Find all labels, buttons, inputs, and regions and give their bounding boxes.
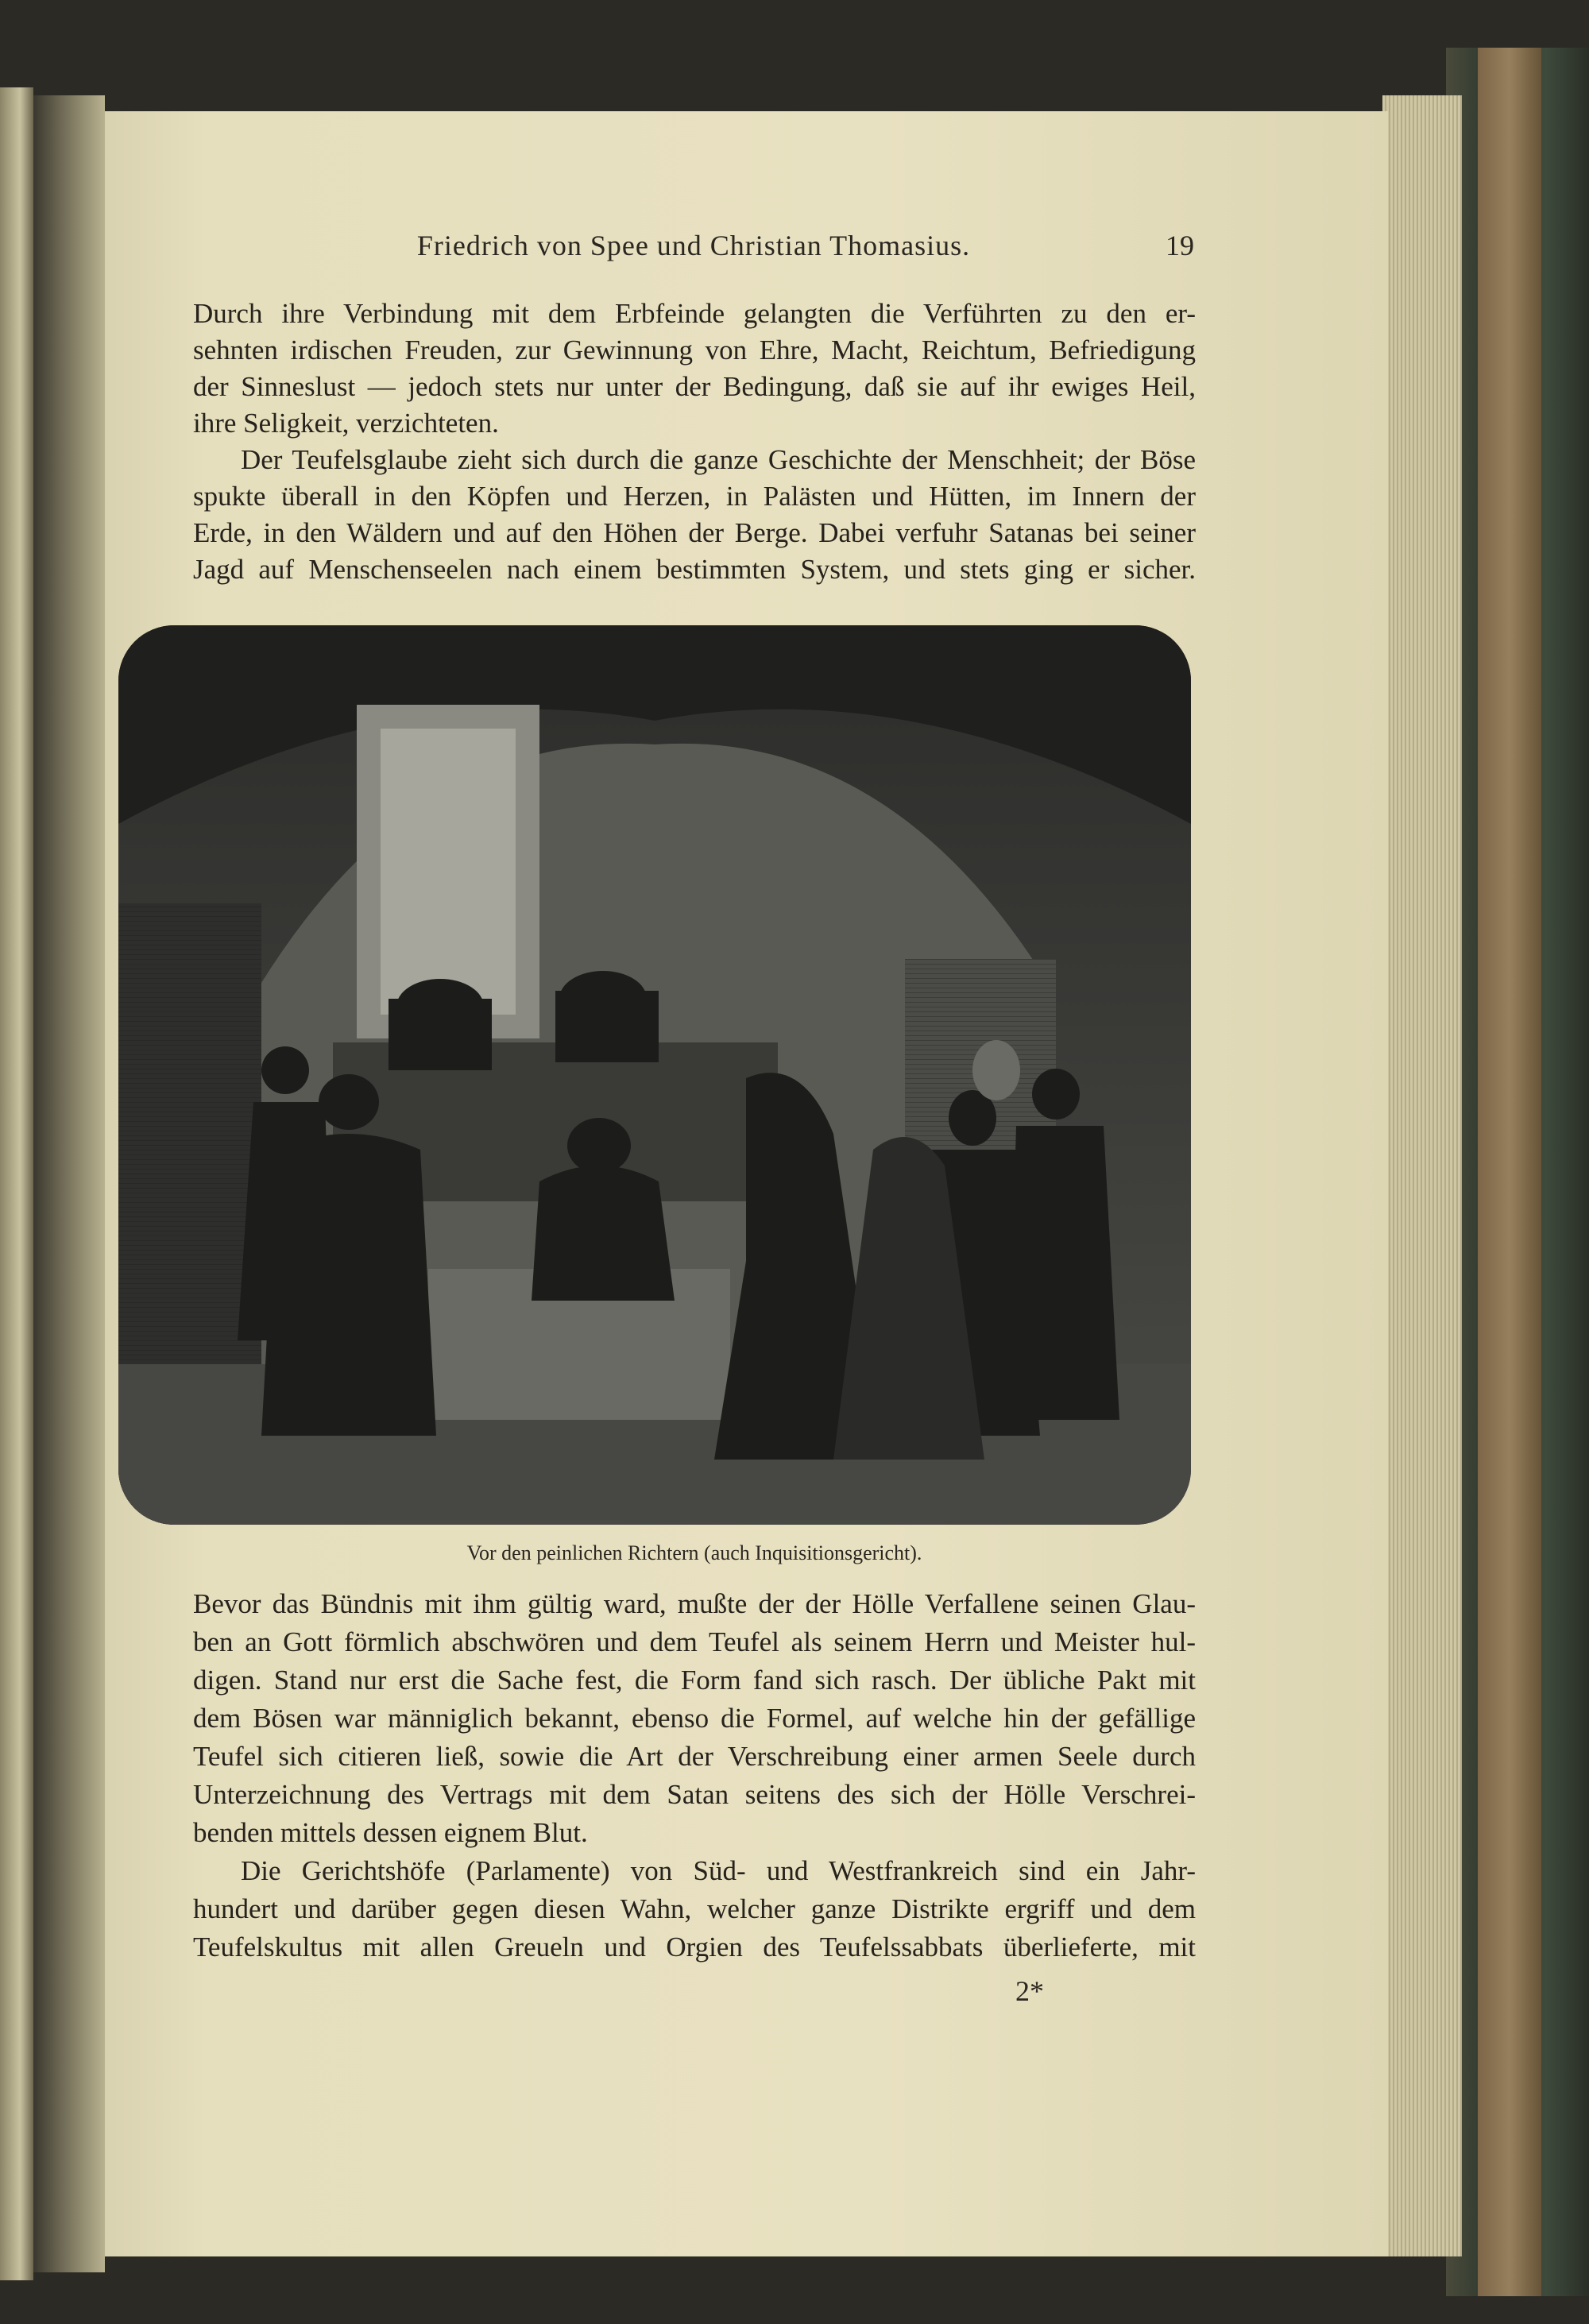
page-number: 19 — [1166, 230, 1194, 261]
text-line: benden mittels dessen eignem Blut. — [193, 1817, 588, 1848]
text-line: dem Bösen war männiglich bekannt, ebenso die Formel, auf welche hin der gefällige — [193, 1703, 1196, 1734]
text-line: Unterzeichnung des Vertrags mit dem Satan seitens des sich der Hölle Verschrei- — [193, 1779, 1196, 1810]
text-block-top — [193, 296, 1196, 588]
running-head — [193, 229, 1194, 269]
text-line: Jagd auf Menschenseelen nach einem bestimmten System, und stets ging er sicher. — [193, 554, 1196, 585]
book-gutter — [33, 95, 105, 2272]
figure-caption: Vor den peinlichen Richtern (auch Inquisitionsgericht). — [466, 1541, 922, 1564]
text-line: Durch ihre Verbindung mit dem Erbfeinde gelangten die Verführten zu den er- — [193, 298, 1196, 329]
text-line: digen. Stand nur erst die Sache fest, die Form fand sich rasch. Der übliche Pakt mit — [193, 1665, 1196, 1696]
text-line: Bevor das Bündnis mit ihm gültig ward, mußte der der Hölle Verfallene seinen Glau- — [193, 1588, 1196, 1619]
text-line: Teufel sich citieren ließ, sowie die Art der Verschreibung einer armen Seele durch — [193, 1741, 1196, 1772]
text-line: Die Gerichtshöfe (Parlamente) von Süd- und Westfrankreich sind ein Jahr- — [241, 1855, 1196, 1886]
text-line: hundert und darüber gegen diesen Wahn, welcher ganze Distrikte ergriff und dem — [193, 1893, 1196, 1924]
text-line: spukte überall in den Köpfen und Herzen, in Palästen und Hütten, im Innern der — [193, 481, 1196, 512]
text-line: Erde, in den Wäldern und auf den Höhen der Berge. Dabei verfuhr Satanas bei seiner — [193, 517, 1196, 548]
text-line: der Sinneslust — jedoch stets nur unter der Bedingung, daß sie auf ihr ewiges Heil, — [193, 371, 1196, 402]
engraving-illustration — [118, 625, 1191, 1525]
text-line: sehnten irdischen Freuden, zur Gewinnung von Ehre, Macht, Reichtum, Befriedigung — [193, 334, 1196, 365]
page-edges — [1382, 95, 1462, 2256]
text-block-bottom — [193, 1585, 1196, 1966]
text-line: ben an Gott förmlich abschwören und dem Teufel als seinem Herrn und Meister hul- — [193, 1626, 1196, 1657]
signature-mark: 2* — [1015, 1975, 1044, 2007]
text-line: ihre Seligkeit, verzichteten. — [193, 408, 499, 439]
book-spine-tape — [1478, 48, 1541, 2296]
text-line: Teufelskultus mit allen Greueln und Orgien des Teufelssabbats überlieferte, mit — [193, 1932, 1196, 1962]
facing-page-edge — [0, 87, 33, 2280]
text-line: Der Teufelsglaube zieht sich durch die ganze Geschichte der Menschheit; der Böse — [241, 444, 1196, 475]
running-head-title: Friedrich von Spee und Christian Thomasius. — [416, 230, 971, 261]
